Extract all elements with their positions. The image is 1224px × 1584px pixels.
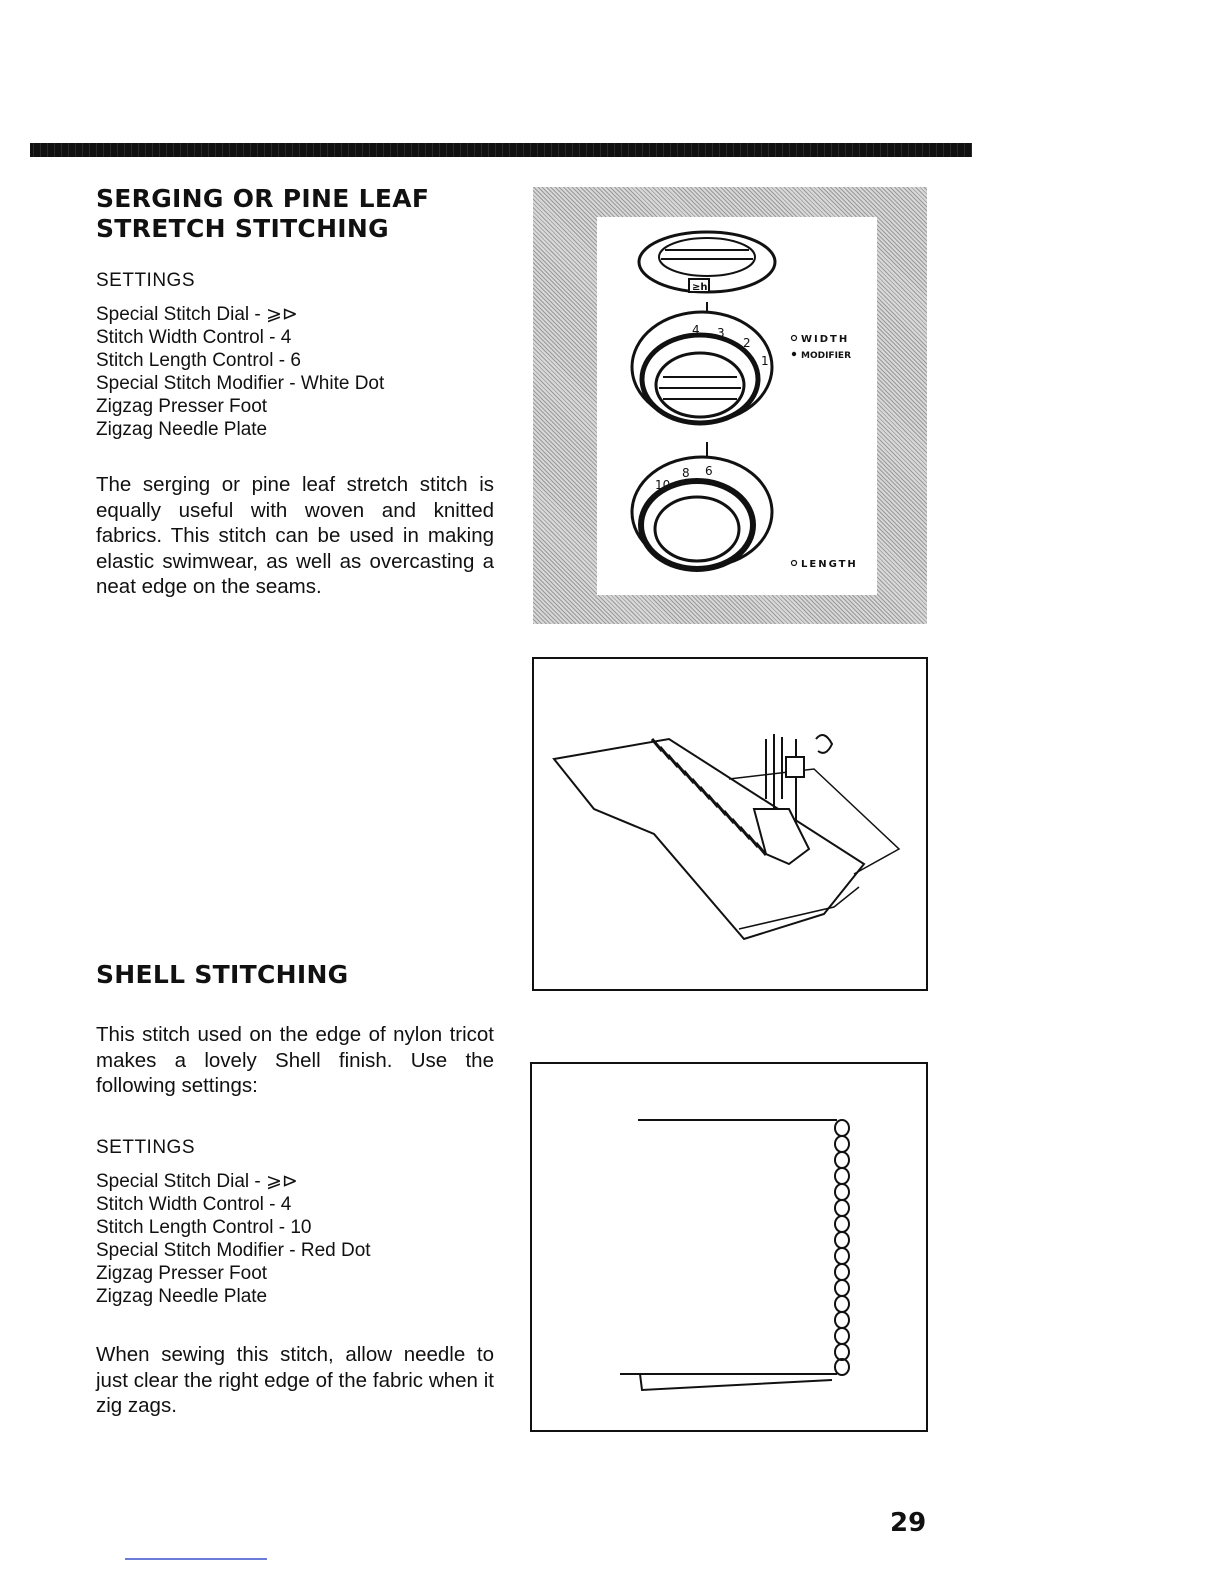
serging-title-line2: STRETCH STITCHING	[96, 214, 389, 243]
settings-item: Zigzag Presser Foot	[96, 1263, 268, 1284]
serging-title-line1: SERGING OR PINE LEAF	[96, 184, 430, 213]
shell-title: SHELL STITCHING	[96, 960, 349, 989]
shell-settings-list	[96, 1170, 371, 1308]
dials-illustration	[597, 217, 877, 595]
length-mark: 6	[705, 464, 713, 478]
settings-item: Stitch Length Control - 6	[96, 350, 301, 371]
shell-note: When sewing this stitch, allow needle to just clear the right edge of the fabric when it zig zags.	[96, 1343, 494, 1417]
width-mark: 2	[743, 336, 751, 350]
legend-modifier: MODIFIER	[801, 351, 852, 361]
length-mark: 8	[682, 466, 690, 480]
dials-figure	[533, 187, 927, 624]
shell-intro: This stitch used on the edge of nylon tricot makes a lovely Shell finish. Use the following settings:	[96, 1023, 494, 1097]
width-mark: 3	[717, 326, 725, 340]
settings-item: Stitch Width Control - 4	[96, 1194, 292, 1215]
sewing-figure	[532, 657, 928, 991]
serging-settings-list	[96, 303, 384, 441]
settings-item: Stitch Length Control - 10	[96, 1217, 312, 1238]
top-rule	[30, 143, 972, 157]
footer-rule	[125, 1558, 267, 1560]
length-dial-icon	[632, 442, 772, 569]
special-stitch-dial-icon	[639, 232, 775, 293]
page-number: 29	[890, 1508, 927, 1538]
serging-description: The serging or pine leaf stretch stitch is equally useful with woven and knitted fabrics. This stitch can be used in making elastic swimwear, as well as overcasting a neat edge on the seams.	[96, 473, 494, 598]
shell-settings-label: SETTINGS	[96, 1137, 196, 1158]
length-mark: 10	[655, 478, 671, 492]
legend-length: LENGTH	[801, 559, 858, 570]
dials-figure-inner	[597, 217, 877, 595]
settings-item: Special Stitch Modifier - White Dot	[96, 373, 385, 394]
shell-edge-icon	[835, 1120, 849, 1375]
shell-stitch-illustration	[532, 1064, 926, 1430]
width-dial-icon	[632, 302, 772, 423]
settings-item: Special Stitch Modifier - Red Dot	[96, 1240, 371, 1261]
legend-width: WIDTH	[801, 334, 850, 345]
width-mark: 1	[761, 354, 769, 368]
settings-item: Zigzag Needle Plate	[96, 419, 268, 440]
svg-text:≥h: ≥h	[692, 282, 708, 293]
settings-item: Zigzag Presser Foot	[96, 396, 268, 417]
settings-item: Stitch Width Control - 4	[96, 327, 292, 348]
settings-item: Zigzag Needle Plate	[96, 1286, 268, 1307]
sewing-illustration	[534, 659, 926, 989]
settings-item: Special Stitch Dial - ⩾⊳	[96, 304, 298, 325]
width-mark: 4	[692, 323, 700, 337]
settings-item: Special Stitch Dial - ⩾⊳	[96, 1171, 298, 1192]
serging-settings-label: SETTINGS	[96, 270, 196, 291]
shell-figure	[530, 1062, 928, 1432]
